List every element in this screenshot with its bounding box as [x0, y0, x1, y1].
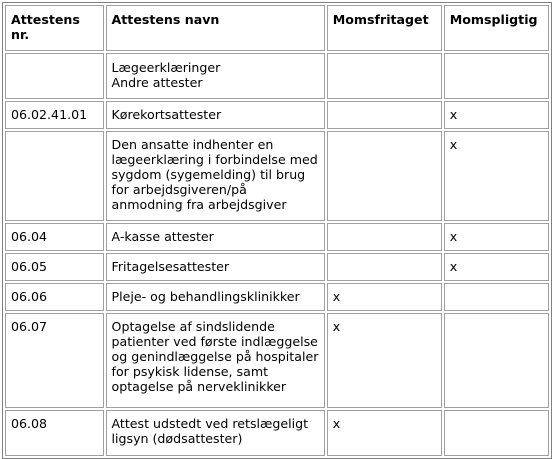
table-row	[5, 223, 549, 251]
section-row	[5, 53, 549, 99]
table-row	[5, 283, 549, 311]
row-navn: A-kasse attester	[106, 223, 325, 251]
row-momspligtig: x	[444, 253, 549, 281]
row-momsfritaget: x	[327, 283, 442, 311]
table-row	[5, 313, 549, 408]
row-nr	[5, 131, 104, 221]
row-momspligtig: x	[444, 223, 549, 251]
attest-table	[2, 2, 552, 459]
table-row	[5, 410, 549, 456]
row-nr: 06.04	[5, 223, 104, 251]
row-momsfritaget: x	[327, 313, 442, 408]
table-row	[5, 101, 549, 129]
section-nr-cell	[5, 53, 104, 99]
row-nr: 06.07	[5, 313, 104, 408]
header-momsfritaget: Momsfritaget	[327, 5, 442, 51]
section-momsfritaget-cell	[327, 53, 442, 99]
row-momsfritaget: x	[327, 410, 442, 456]
row-navn: Kørekortsattester	[106, 101, 325, 129]
row-momspligtig	[444, 313, 549, 408]
row-navn: Optagelse af sindslidende patienter ved første indlæggelse og genindlæggelse på hospitaler for psykisk lidense, samt optagelse på nerveklinikker	[106, 313, 325, 408]
row-nr: 06.08	[5, 410, 104, 456]
row-nr: 06.02.41.01	[5, 101, 104, 129]
row-momsfritaget	[327, 223, 442, 251]
row-nr: 06.06	[5, 283, 104, 311]
row-momspligtig: x	[444, 101, 549, 129]
table-row	[5, 131, 549, 221]
header-navn: Attestens navn	[106, 5, 325, 51]
section-title-cell	[106, 53, 325, 99]
row-momspligtig: x	[444, 131, 549, 221]
row-nr: 06.05	[5, 253, 104, 281]
table-row	[5, 253, 549, 281]
row-momspligtig	[444, 410, 549, 456]
row-navn: Attest udstedt ved retslægeligt ligsyn (dødsattester)	[106, 410, 325, 456]
header-nr: Attestens nr.	[5, 5, 104, 51]
row-momsfritaget	[327, 101, 442, 129]
header-momspligtig: Momspligtig	[444, 5, 549, 51]
row-navn: Fritagelsesattester	[106, 253, 325, 281]
row-momspligtig	[444, 283, 549, 311]
section-momspligtig-cell	[444, 53, 549, 99]
row-navn: Pleje- og behandlingsklinikker	[106, 283, 325, 311]
row-navn: Den ansatte indhenter en lægeerklæring i forbindelse med sygdom (sygemelding) til brug for arbejdsgiveren/på anmodning fra arbejdsgiver	[106, 131, 325, 221]
row-momsfritaget	[327, 131, 442, 221]
row-momsfritaget	[327, 253, 442, 281]
section-title-line1: Lægeerklæringer	[111, 60, 221, 75]
header-row	[5, 5, 549, 51]
section-title-line2: Andre attester	[111, 75, 203, 90]
